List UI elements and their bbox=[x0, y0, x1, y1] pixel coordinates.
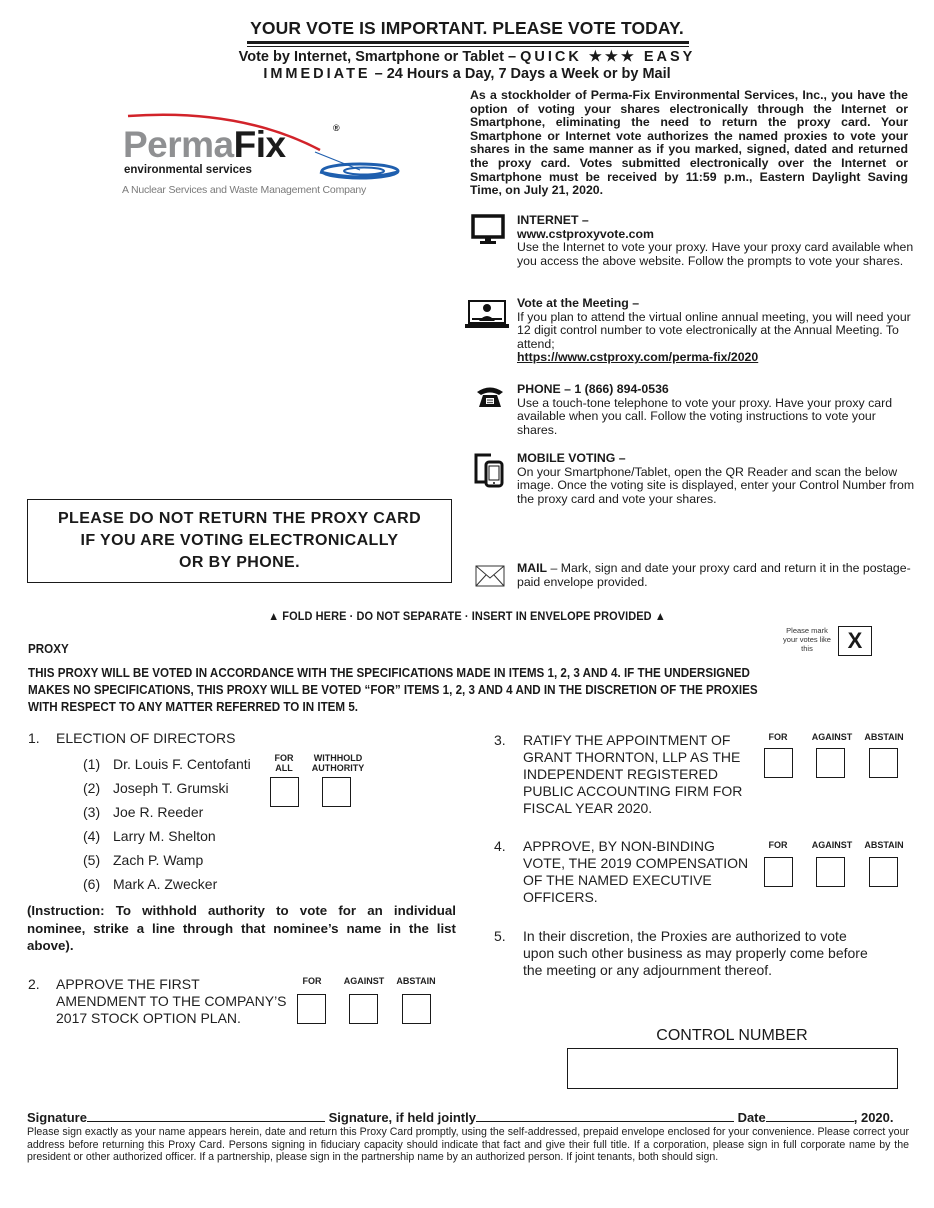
item-4-number: 4. bbox=[494, 838, 506, 854]
item-5-text: In their discretion, the Proxies are authorized to vote upon such other business as may properly come before the meeting or any adjournment thereof. bbox=[523, 928, 868, 978]
signature-label: Signature bbox=[27, 1110, 87, 1125]
item-5-number: 5. bbox=[494, 928, 506, 944]
column-header-withhold: WITHHOLD AUTHORITY bbox=[311, 753, 365, 773]
item-1-election bbox=[28, 730, 468, 900]
item-2-for-checkbox[interactable] bbox=[297, 994, 326, 1024]
nominee-number: (6) bbox=[83, 876, 101, 892]
internet-url-link[interactable]: www.cstproxyvote.com bbox=[517, 226, 654, 241]
proxy-label: PROXY bbox=[28, 642, 69, 656]
mobile-devices-icon bbox=[464, 452, 512, 493]
date-year-suffix: , 2020. bbox=[853, 1110, 894, 1125]
title-rule-thin bbox=[247, 46, 689, 47]
control-number-label: CONTROL NUMBER bbox=[656, 1027, 808, 1044]
signature-field[interactable] bbox=[87, 1110, 325, 1122]
column-header-for: FOR bbox=[302, 976, 322, 986]
item-2-against-checkbox[interactable] bbox=[349, 994, 378, 1024]
method-internet bbox=[464, 214, 914, 284]
method-phone bbox=[464, 383, 914, 443]
logo-subline: environmental services bbox=[124, 164, 252, 176]
item-3-for-checkbox[interactable] bbox=[764, 748, 793, 778]
phone-heading: PHONE – 1 (866) 894-0536 bbox=[517, 382, 669, 396]
subtitle-text: Vote by Internet, Smartphone or Tablet – bbox=[238, 49, 521, 65]
column-header-against: AGAINST bbox=[811, 732, 853, 742]
item-3-abstain-checkbox[interactable] bbox=[869, 748, 898, 778]
nominee-name: Mark A. Zwecker bbox=[113, 876, 218, 892]
withhold-instruction: (Instruction: To withhold authority to vote for an individual nominee, strike a line through that nominee’s name in the list above). bbox=[27, 903, 456, 953]
nominee-number: (3) bbox=[83, 804, 101, 820]
item-2-abstain-checkbox[interactable] bbox=[402, 994, 431, 1024]
logo-word-perma: Perma bbox=[123, 124, 234, 165]
logo-tagline: A Nuclear Services and Waste Management Company bbox=[122, 184, 367, 196]
column-header-abstain: ABSTAIN bbox=[864, 732, 904, 742]
subtitle bbox=[0, 49, 934, 83]
joint-signature-label: Signature, if held jointly bbox=[328, 1110, 476, 1125]
mobile-heading: MOBILE VOTING – bbox=[517, 451, 626, 465]
item-4-abstain-checkbox[interactable] bbox=[869, 857, 898, 887]
meeting-heading: Vote at the Meeting – bbox=[517, 296, 640, 310]
nominee-number: (1) bbox=[83, 756, 101, 772]
internet-description: Use the Internet to vote your proxy. Have your proxy card available when you access the above website. Follow the prompts to vote your shares. bbox=[517, 240, 914, 268]
proxy-statement: THIS PROXY WILL BE VOTED IN ACCORDANCE WITH THE SPECIFICATIONS MADE IN ITEMS 1, 2, 3 AND 4. IF THE UNDERSIGNED MAKES NO SPECIFICATIONS, THIS PROXY WILL BE VOTED “FOR” ITEMS 1, 2, 3 AND 4 AND IN THE DISCRETION OF THE PROXIES WITH RESPECT TO ANY MATTER REFERRED TO IN ITEM 5. bbox=[28, 666, 758, 714]
method-meeting bbox=[464, 297, 914, 367]
column-header-for-all: FOR ALL bbox=[274, 753, 294, 773]
column-header-for: FOR bbox=[768, 840, 788, 850]
notice-line-2: IF YOU ARE VOTING ELECTRONICALLY bbox=[80, 532, 399, 549]
do-not-return-notice bbox=[27, 499, 452, 583]
notice-line-3: OR BY PHONE. bbox=[179, 554, 300, 571]
mark-example-text: Please mark your votes like this bbox=[783, 626, 831, 653]
intro-paragraph: As a stockholder of Perma-Fix Environmental Services, Inc., you have the option of voting your shares electronically through the Internet or Smartphone, eliminating the need to return the proxy card. Your Smartphone or Internet vote authorizes the named proxies to vote your shares in the same manner as if you marked, signed, dated and returned the proxy card. Votes submitted electronically over the Internet or Smartphone must be received by 11:59 p.m., Eastern Daylight Saving Time, on July 21, 2020. bbox=[470, 88, 908, 198]
column-header-against: AGAINST bbox=[343, 976, 385, 986]
envelope-icon bbox=[464, 562, 512, 592]
nominee-name: Joe R. Reeder bbox=[113, 804, 204, 820]
item-2-number: 2. bbox=[28, 976, 40, 992]
nominee-item bbox=[83, 852, 203, 869]
method-mail bbox=[464, 562, 914, 594]
item-1-title: ELECTION OF DIRECTORS bbox=[56, 730, 236, 746]
nominee-item bbox=[83, 828, 216, 845]
item-4-against-checkbox[interactable] bbox=[816, 857, 845, 887]
telephone-icon bbox=[464, 383, 512, 414]
subtitle-text-2: – 24 Hours a Day, 7 Days a Week or by Mail bbox=[370, 66, 671, 82]
item-3-text: RATIFY THE APPOINTMENT OF GRANT THORNTON, LLP AS THE INDEPENDENT REGISTERED PUBLIC ACCOUNTING FIRM FOR FISCAL YEAR 2020. bbox=[523, 732, 743, 816]
nominee-item bbox=[83, 804, 203, 821]
column-header-for: FOR bbox=[768, 732, 788, 742]
meeting-url-link[interactable]: https://www.cstproxy.com/perma-fix/2020 bbox=[517, 350, 759, 365]
item-4-text: APPROVE, BY NON-BINDING VOTE, THE 2019 COMPENSATION OF THE NAMED EXECUTIVE OFFICERS. bbox=[523, 838, 749, 905]
control-number-field[interactable] bbox=[567, 1048, 898, 1089]
internet-heading: INTERNET – bbox=[517, 213, 589, 227]
nominee-item bbox=[83, 876, 217, 893]
date-label: Date bbox=[737, 1110, 766, 1125]
page-title: YOUR VOTE IS IMPORTANT. PLEASE VOTE TODAY. bbox=[250, 18, 684, 38]
item-3-against-checkbox[interactable] bbox=[816, 748, 845, 778]
mobile-description: On your Smartphone/Tablet, open the QR Reader and scan the below image. Once the voting site is displayed, enter your Control Number from the proxy card and vote your shares. bbox=[517, 464, 915, 506]
monitor-icon bbox=[464, 214, 512, 251]
column-header-against: AGAINST bbox=[811, 840, 853, 850]
item-1-withhold-checkbox[interactable] bbox=[322, 777, 351, 807]
item-2-stock-option-plan bbox=[28, 976, 468, 1036]
item-4-say-on-pay bbox=[494, 838, 914, 910]
title-rule-thick bbox=[247, 41, 689, 44]
logo-word-fix: Fix bbox=[233, 124, 286, 165]
nominee-number: (2) bbox=[83, 780, 101, 796]
date-field[interactable] bbox=[766, 1110, 854, 1122]
mail-description: – Mark, sign and date your proxy card and return it in the postage-paid envelope provided. bbox=[517, 561, 911, 589]
column-header-abstain: ABSTAIN bbox=[396, 976, 436, 986]
meeting-description: If you plan to attend the virtual online annual meeting, you will need your 12 digit control number to vote electronically at the Annual Meeting. To attend; bbox=[517, 309, 911, 351]
column-header-abstain: ABSTAIN bbox=[864, 840, 904, 850]
item-1-for-all-checkbox[interactable] bbox=[270, 777, 299, 807]
method-mobile bbox=[464, 452, 914, 512]
fold-instruction: ▲ FOLD HERE · DO NOT SEPARATE · INSERT IN ENVELOPE PROVIDED ▲ bbox=[268, 609, 666, 623]
registered-mark: ® bbox=[333, 123, 340, 133]
item-2-text: APPROVE THE FIRST AMENDMENT TO THE COMPANY’S 2017 STOCK OPTION PLAN. bbox=[56, 976, 287, 1026]
nominee-name: Larry M. Shelton bbox=[113, 828, 216, 844]
nominee-name: Dr. Louis F. Centofanti bbox=[113, 756, 251, 772]
subtitle-emphasis: QUICK ★★★ EASY bbox=[520, 49, 696, 65]
item-5-other-business bbox=[494, 928, 914, 988]
mail-heading: MAIL bbox=[517, 561, 548, 575]
nominee-name: Joseph T. Grumski bbox=[113, 780, 229, 796]
signing-instructions: Please sign exactly as your name appears herein, date and return this Proxy Card promptly, using the self-addressed, prepaid envelope enclosed for your convenience. Please correct your address before returning this Proxy Card. Persons signing in fiduciary capacity should indicate that fact and give their full title. If a corporation, please sign in full corporate name by the president or other authorized officer. If a partnership, please sign in the partnership name by an authorized person. If joint tenants, both should sign. bbox=[27, 1126, 909, 1164]
nominee-number: (5) bbox=[83, 852, 101, 868]
nominee-name: Zach P. Wamp bbox=[113, 852, 204, 868]
item-3-ratify-auditor bbox=[494, 732, 914, 822]
company-logo bbox=[120, 108, 410, 200]
subtitle-emphasis-2: IMMEDIATE bbox=[263, 66, 371, 82]
video-conference-icon bbox=[464, 297, 512, 336]
joint-signature-field[interactable] bbox=[476, 1110, 734, 1122]
nominee-number: (4) bbox=[83, 828, 101, 844]
logo-wordmark bbox=[123, 124, 286, 166]
item-4-for-checkbox[interactable] bbox=[764, 857, 793, 887]
signature-line bbox=[27, 1110, 909, 1125]
phone-description: Use a touch-tone telephone to vote your proxy. Have your proxy card available when you call. Follow the voting instructions to vote your shares. bbox=[517, 395, 893, 437]
nominee-item bbox=[83, 780, 229, 797]
notice-line-1: PLEASE DO NOT RETURN THE PROXY CARD bbox=[57, 510, 422, 527]
mark-example-box: X bbox=[838, 626, 872, 656]
item-3-number: 3. bbox=[494, 732, 506, 748]
item-1-number: 1. bbox=[28, 730, 40, 746]
nominee-item bbox=[83, 756, 251, 773]
